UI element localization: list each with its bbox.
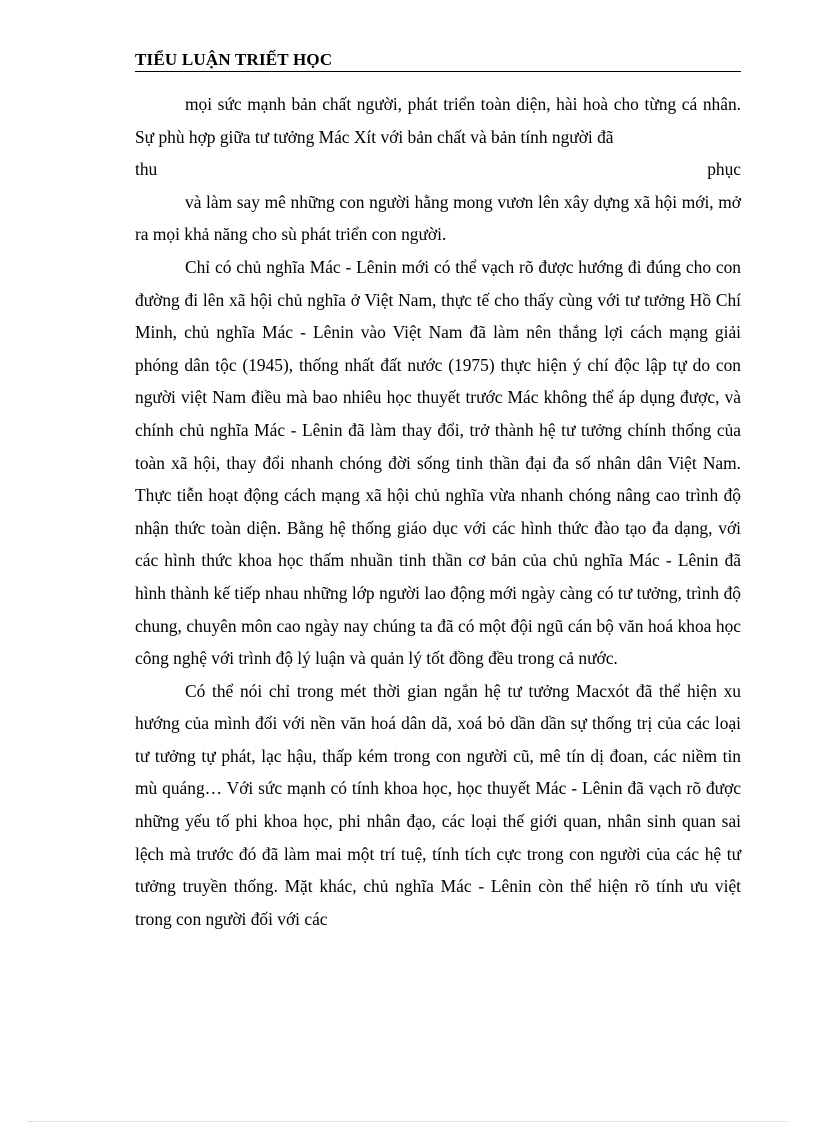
page-bottom-divider <box>28 1121 788 1122</box>
document-body <box>135 88 741 935</box>
paragraph-1-part-1: mọi sức mạnh bản chất người, phát triển toàn diện, hài hoà cho từng cá nhân. Sự phù hợp giữa tư tưởng Mác Xít với bản chất và bản tính người đã <box>135 94 741 147</box>
header-divider <box>135 71 741 72</box>
paragraph-3: Có thể nói chỉ trong mét thời gian ngắn hệ tư tưởng Macxót đã thể hiện xu hướng của mình đối với nền văn hoá dân dã, xoá bỏ dần dần sự thống trị của các loại tư tưởng tự phát, lạc hậu, thấp kém trong con người cũ, mê tín dị đoan, các niềm tin mù quáng… Với sức mạnh có tính khoa học, học thuyết Mác - Lênin đã vạch rõ được những yếu tố phi khoa học, phi nhân đạo, các loại thế giới quan, nhân sinh quan sai lệch mà trước đó đã làm mai một trí tuệ, tính tích cực trong con người của các hệ tư tưởng truyền thống. Mặt khác, chủ nghĩa Mác - Lênin còn thể hiện rõ tính ưu việt trong con người đối với các <box>135 680 741 929</box>
page-header-title: TIỂU LUẬN TRIẾT HỌC <box>135 50 333 69</box>
paragraph-1-split-line <box>135 153 741 186</box>
paragraph-2: Chỉ có chủ nghĩa Mác - Lênin mới có thể vạch rõ được hướng đi đúng cho con đường đi lên xã hội chủ nghĩa ở Việt Nam, thực tế cho thấy cùng với tư tưởng Hồ Chí Minh, chủ nghĩa Mác - Lênin vào Việt Nam đã làm nên thắng lợi cách mạng giải phóng dân tộc (1945), thống nhất đất nước (1975) thực hiện ý chí độc lập tự do con người việt Nam điều mà bao nhiêu học thuyết trước Mác không thể áp dụng được, và chính chủ nghĩa Mác - Lênin đã làm thay đổi, trở thành hệ tư tưởng chính thống của toàn xã hội, thay đổi nhanh chóng đời sống tinh thần đại đa số nhân dân Việt Nam. Thực tiễn hoạt động cách mạng xã hội chủ nghĩa vừa nhanh chóng nâng cao trình độ nhận thức toàn diện. Bằng hệ thống giáo dục với các hình thức đào tạo đa dạng, với các hình thức khoa học thấm nhuần tinh thần cơ bản của chủ nghĩa Mác - Lênin đã hình thành kế tiếp nhau những lớp người lao động mới ngày càng có tư tưởng, trình độ chung, chuyên môn cao ngày nay chúng ta đã có một đội ngũ cán bộ văn hoá khoa học công nghệ với trình độ lý luận và quản lý tốt đồng đều trong cả nước. <box>135 256 741 669</box>
split-line-left-word: thu <box>135 159 158 180</box>
split-line-right-word: phục <box>707 159 741 180</box>
paragraph-1-part-2: và làm say mê những con người hằng mong vươn lên xây dựng xã hội mới, mở ra mọi khả năng cho sù phát triển con người. <box>135 191 741 245</box>
